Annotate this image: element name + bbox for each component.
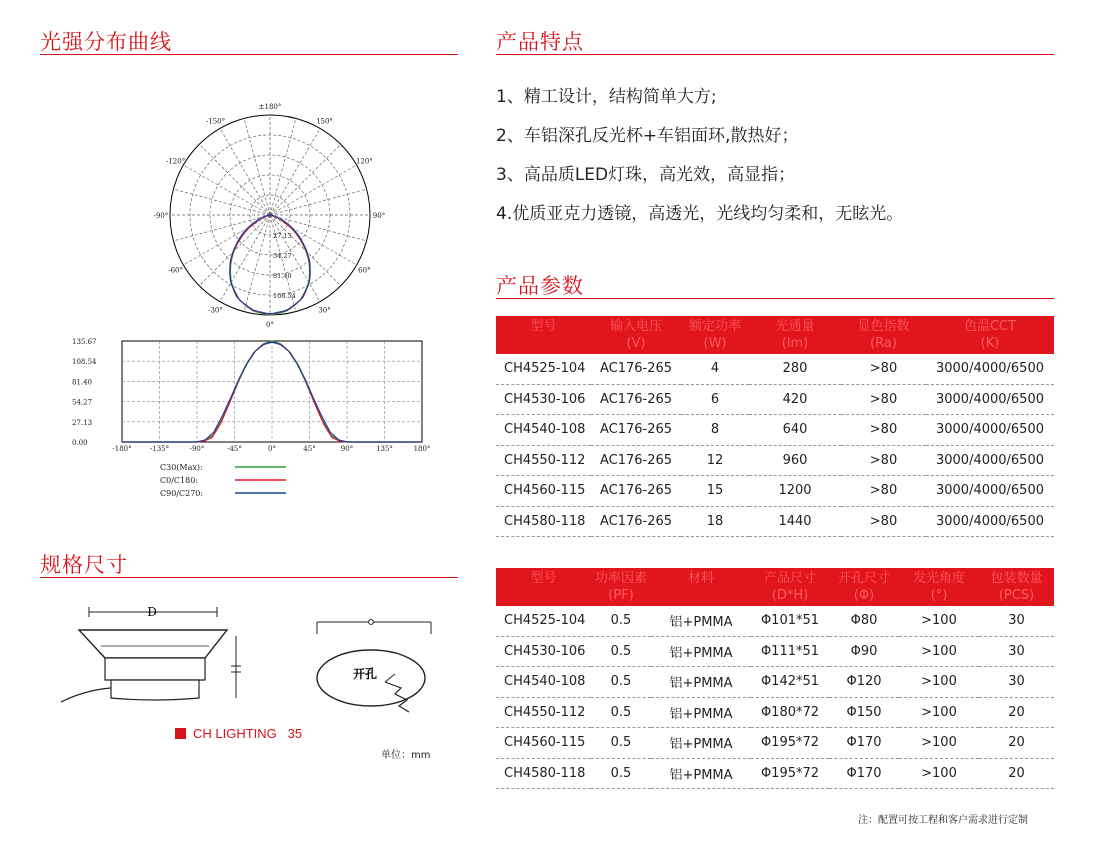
x-tick-label: -90° [189,445,205,453]
polar-ring-label: 81.40 [273,272,292,280]
y-tick-label: 27.13 [72,418,93,427]
table-row [496,415,1054,446]
column-header: 输入电压 (V) [591,316,681,354]
polar-angle-label: -60° [168,266,183,275]
dim-section-title: 规格尺寸 [40,553,128,577]
polar-ring-label: 27.13 [273,232,292,240]
table-cell: CH4550-112 [496,697,591,728]
dimension-drawing-cutout [305,612,445,727]
brand-footer [175,726,302,741]
table-cell: 4 [681,354,749,384]
table-cell: >100 [899,758,979,789]
x-tick-label: 0° [268,445,276,453]
params-table-2 [496,568,1054,789]
table-row [496,384,1054,415]
table-cell: 1440 [749,506,841,537]
table-cell: CH4530-106 [496,384,591,415]
reflector-outline [79,630,227,658]
table-row [496,354,1054,384]
polar-angle-label: -30° [208,306,223,315]
table-cell: 0.5 [591,667,651,698]
x-tick-label: 180° [413,445,431,453]
table-cell: CH4580-118 [496,506,591,537]
polar-distribution-diagram [153,100,390,332]
y-tick-label: 54.27 [72,398,93,407]
column-header: 显色指数 (Ra) [841,316,926,354]
table-cell: 20 [979,728,1054,759]
table-cell: Φ142*51 [751,667,829,698]
table-cell: 3000/4000/6500 [926,506,1054,537]
table-cell: CH4525-104 [496,606,591,636]
table-header-row [496,568,1054,606]
table-cell: 3000/4000/6500 [926,354,1054,384]
table-cell: AC176-265 [591,445,681,476]
table-cell: >80 [841,354,926,384]
feature-item: 2、车铝深孔反光杯+车铝面环,散热好； [496,126,799,146]
column-header: 发光角度 (°) [899,568,979,606]
table-cell: 0.5 [591,728,651,759]
polar-angle-label: -150° [205,117,226,126]
table-cell: AC176-265 [591,384,681,415]
polar-angle-label: 30° [318,306,331,315]
table-cell: 铝+PMMA [651,667,751,698]
feature-item: 3、高品质LED灯珠，高光效，高显指； [496,165,796,185]
table-cell: 3000/4000/6500 [926,445,1054,476]
table-cell: Φ111*51 [751,636,829,667]
table-cell: 1200 [749,476,841,507]
table-cell: 280 [749,354,841,384]
table-cell: 0.5 [591,758,651,789]
customization-note: 注：配置可按工程和客户需求进行定制 [858,815,1028,826]
table-row [496,476,1054,507]
feature-item: 1、精工设计，结构简单大方; [496,87,717,107]
table-cell: 3000/4000/6500 [926,384,1054,415]
legend-entry-label: C30(Max): [160,463,203,472]
body-outline [105,658,205,680]
curve-section-title: 光强分布曲线 [40,30,172,54]
feature-item: 4.优质亚克力透镜，高透光，光线均匀柔和，无眩光。 [496,204,904,224]
table-cell: 30 [979,667,1054,698]
table-cell: 30 [979,606,1054,636]
table-cell: 3000/4000/6500 [926,476,1054,507]
table-cell: >100 [899,697,979,728]
column-header: 功率因素 (PF) [591,568,651,606]
table-cell: AC176-265 [591,506,681,537]
table-cell: 铝+PMMA [651,728,751,759]
polar-angle-label: 150° [316,117,333,126]
x-tick-label: 135° [376,445,393,453]
unit-note: 单位：mm [381,750,431,761]
table-cell: 铝+PMMA [651,606,751,636]
polar-angle-label: 120° [355,157,373,166]
table-row [496,758,1054,789]
table-cell: Φ150 [829,697,899,728]
table-row [496,636,1054,667]
brand-square-icon [175,728,186,739]
hole-label: 开孔 [353,667,378,681]
table-cell: Φ120 [829,667,899,698]
table-cell: 420 [749,384,841,415]
table-cell: CH4550-112 [496,445,591,476]
polar-angle-label: -120° [165,157,186,166]
table-cell: Φ101*51 [751,606,829,636]
y-tick-label: 135.67 [72,338,97,346]
table-cell: AC176-265 [591,354,681,384]
polar-series-curve [230,215,310,314]
column-header: 开孔尺寸 (Φ) [829,568,899,606]
page-number: 35 [287,726,303,741]
table-cell: >80 [841,476,926,507]
table-cell: Φ80 [829,606,899,636]
table-header-row [496,316,1054,354]
column-header: 材料 [651,568,751,606]
polar-angle-label: ±180° [258,103,282,111]
table-row [496,506,1054,537]
table-cell: CH4540-108 [496,415,591,446]
table-cell: 铝+PMMA [651,758,751,789]
curve-title-rule [40,54,458,55]
legend-entry-label: C0/C180: [160,476,198,485]
table-cell: >100 [899,667,979,698]
features-section-title: 产品特点 [496,30,584,54]
x-tick-label: -180° [112,445,132,453]
polar-angle-label: -90° [153,212,169,220]
table-cell: CH4580-118 [496,758,591,789]
table-cell: 12 [681,445,749,476]
x-tick-label: -135° [149,445,170,453]
column-header: 产品尺寸 (D*H) [751,568,829,606]
driver-outline [111,680,199,700]
table-cell: 6 [681,384,749,415]
column-header: 色温CCT (K) [926,316,1054,354]
power-cable [61,688,111,702]
table-row [496,728,1054,759]
column-header: 型号 [496,316,591,354]
table-cell: 0.5 [591,636,651,667]
features-title-rule [496,54,1054,55]
polar-angle-label: 60° [358,266,371,275]
polar-ring-label: 108.54 [273,292,296,300]
features-list [496,82,1086,238]
table-cell: 18 [681,506,749,537]
table-cell: CH4530-106 [496,636,591,667]
table-cell: Φ195*72 [751,728,829,759]
column-header: 型号 [496,568,591,606]
table-cell: CH4560-115 [496,728,591,759]
d-label: D [147,605,157,619]
table-cell: CH4525-104 [496,354,591,384]
table-cell: 3000/4000/6500 [926,415,1054,446]
polar-angle-label: 90° [372,212,386,220]
legend-entry-label: C90/C270: [160,489,204,498]
params-table-1 [496,316,1054,537]
table-cell: AC176-265 [591,476,681,507]
table-cell: 8 [681,415,749,446]
table-cell: >100 [899,606,979,636]
table-cell: 铝+PMMA [651,636,751,667]
table-cell: 640 [749,415,841,446]
chart-legend [160,463,286,498]
table-cell: 30 [979,636,1054,667]
x-tick-label: 90° [340,445,354,453]
x-tick-label: -45° [227,445,242,453]
x-tick-label: 45° [303,445,316,453]
table-row [496,667,1054,698]
table-cell: >80 [841,445,926,476]
params-section-title: 产品参数 [496,274,584,298]
table-cell: >100 [899,728,979,759]
table-cell: Φ90 [829,636,899,667]
table-cell: >100 [899,636,979,667]
table-cell: 铝+PMMA [651,697,751,728]
params-title-rule [496,298,1054,299]
table-cell: Φ170 [829,728,899,759]
table-row [496,606,1054,636]
table-cell: >80 [841,506,926,537]
table-cell: Φ195*72 [751,758,829,789]
table-cell: >80 [841,384,926,415]
table-cell: CH4560-115 [496,476,591,507]
dim-title-rule [40,577,458,578]
y-tick-label: 108.54 [72,358,97,367]
table-row [496,697,1054,728]
brand-name: CH LIGHTING [193,726,277,741]
y-tick-label: 81.40 [72,378,93,387]
dimension-drawing-side [55,598,255,708]
table-row [496,445,1054,476]
cartesian-distribution-chart [60,332,440,507]
column-header: 额定功率 (W) [681,316,749,354]
polar-ring-label: 54.27 [273,252,292,260]
table-cell: 0.5 [591,606,651,636]
table-cell: Φ170 [829,758,899,789]
table-cell: >80 [841,415,926,446]
y-tick-label: 0.00 [72,439,88,447]
table-cell: 20 [979,758,1054,789]
table-cell: 20 [979,697,1054,728]
table-cell: 0.5 [591,697,651,728]
x-tick-labels [112,445,430,453]
polar-angle-label: 0° [266,321,274,329]
column-header: 包装数量 (PCS) [979,568,1054,606]
table-cell: AC176-265 [591,415,681,446]
table-cell: 960 [749,445,841,476]
column-header: 光通量 (lm) [749,316,841,354]
table-cell: 15 [681,476,749,507]
table-cell: CH4540-108 [496,667,591,698]
y-tick-labels [72,338,97,447]
table-cell: Φ180*72 [751,697,829,728]
